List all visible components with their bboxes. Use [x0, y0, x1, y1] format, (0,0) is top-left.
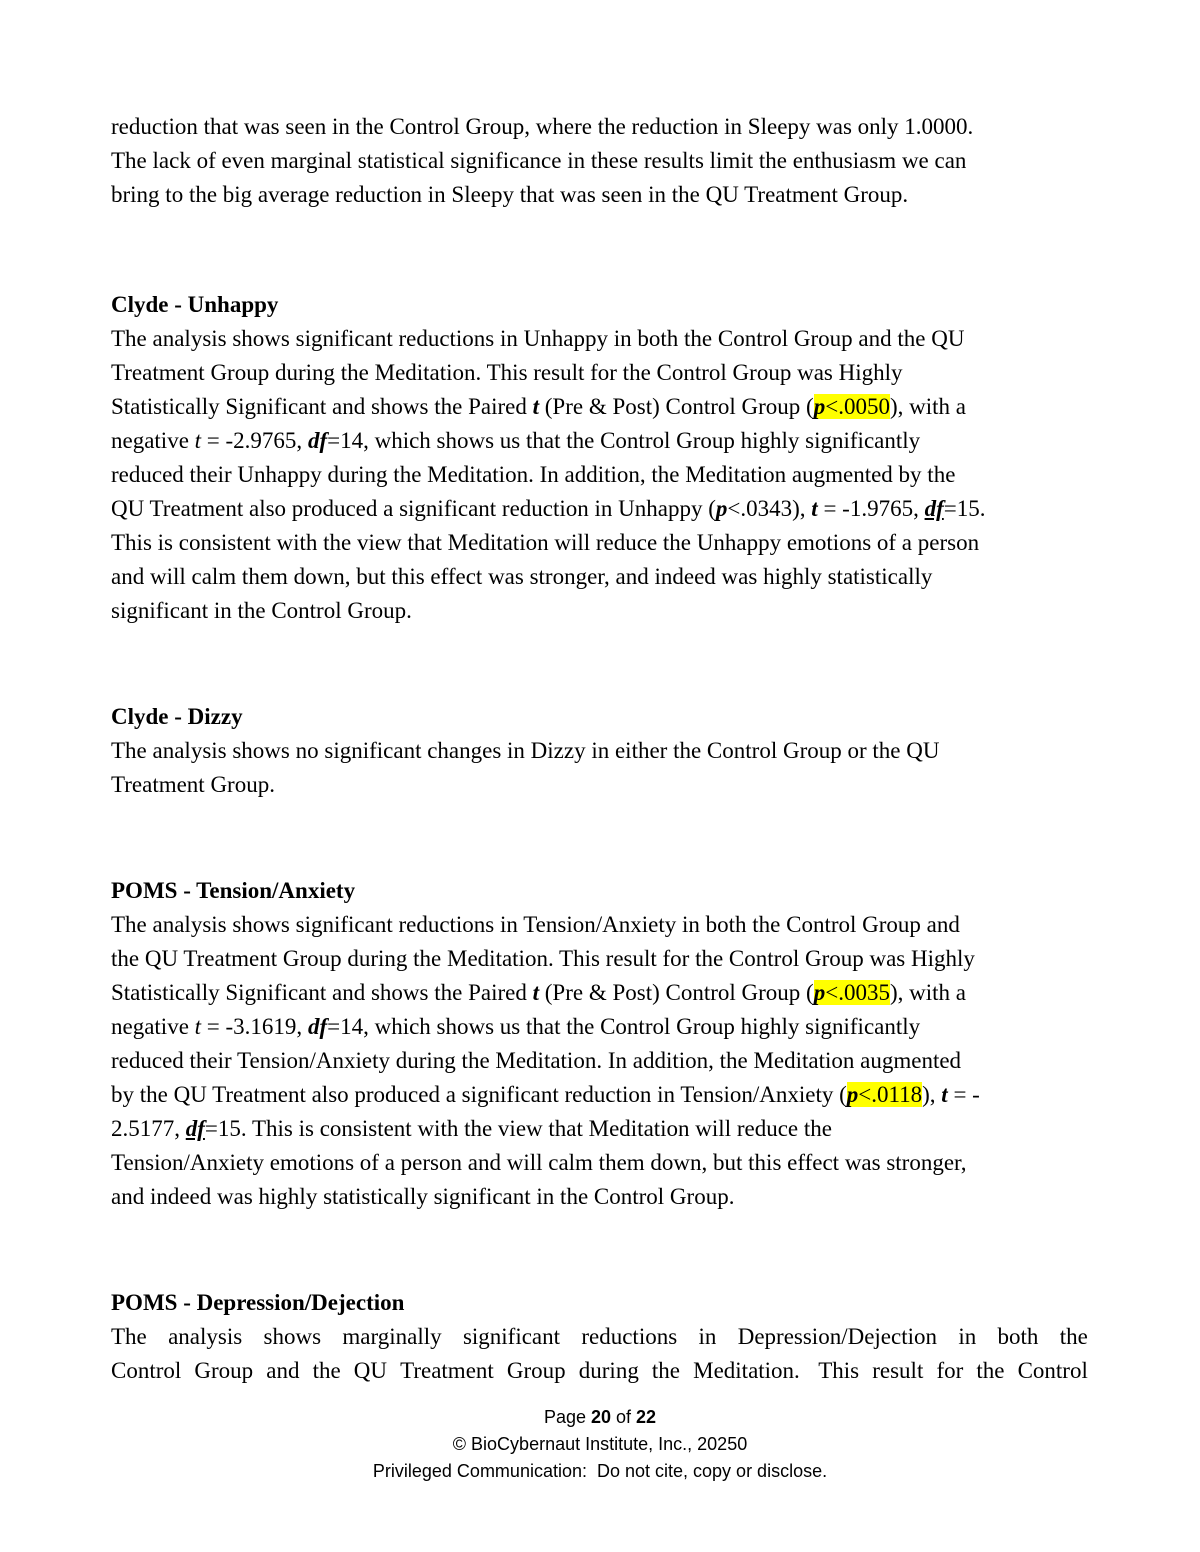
section-tension-anxiety — [111, 874, 1101, 1214]
word: both — [997, 1324, 1039, 1349]
paragraph-line — [111, 1354, 1088, 1388]
p-symbol: p — [813, 394, 826, 419]
paragraph-line: The analysis shows significant reductions in Tension/Anxiety in both the Control Group and — [111, 912, 960, 937]
df-symbol: df — [185, 1116, 205, 1141]
word: This — [812, 1358, 860, 1383]
privileged-notice: Privileged Communication: Do not cite, copy or disclose. — [372, 1461, 828, 1481]
df-symbol: df — [307, 1014, 328, 1039]
text-run: =14, which shows us that the Control Group highly significantly — [327, 428, 921, 453]
text-run: =14, which shows us that the Control Group highly significantly — [327, 1014, 921, 1039]
p-symbol: p — [813, 980, 826, 1005]
p-symbol: p — [715, 496, 728, 521]
word: the — [312, 1358, 341, 1383]
text-run: ), — [922, 1082, 942, 1107]
section-dizzy — [111, 700, 1101, 802]
text-run: = -1.9765, — [817, 496, 925, 521]
text-run: =15. This is consistent with the view that Meditation will reduce the — [204, 1116, 832, 1141]
paragraph-line — [111, 1320, 1088, 1354]
word: in — [698, 1324, 717, 1349]
page-footer — [0, 1404, 1200, 1485]
word: the — [1059, 1324, 1088, 1349]
word: Control — [1017, 1358, 1088, 1383]
text-run: 2.5177, — [111, 1116, 186, 1141]
word: Group — [506, 1358, 566, 1383]
text-run: negative — [111, 1014, 195, 1039]
paragraph-line: The analysis shows no significant changes in Dizzy in either the Control Group or the QU — [111, 738, 940, 763]
t-symbol: t — [941, 1082, 948, 1107]
paragraph-line: Treatment Group during the Meditation. This result for the Control Group was Highly — [111, 360, 903, 385]
word: result — [872, 1358, 924, 1383]
t-symbol: t — [532, 394, 539, 419]
text-run: Statistically Significant and shows the Paired — [111, 980, 533, 1005]
section-heading: POMS - Tension/Anxiety — [111, 878, 356, 903]
word: the — [976, 1358, 1005, 1383]
section-heading: POMS - Depression/Dejection — [111, 1290, 405, 1315]
paragraph-line: reduction that was seen in the Control Group, where the reduction in Sleepy was only 1.0000. — [111, 114, 974, 139]
paragraph-line — [111, 492, 1101, 526]
word: QU — [353, 1358, 387, 1383]
text-run: Statistically Significant and shows the Paired — [111, 394, 533, 419]
text-run: negative — [111, 428, 195, 453]
paragraph-line: and indeed was highly statistically significant in the Control Group. — [111, 1184, 735, 1209]
word: Control — [111, 1358, 182, 1383]
word: marginally — [342, 1324, 442, 1349]
word: reductions — [581, 1324, 678, 1349]
paragraph-line: and will calm them down, but this effect was stronger, and indeed was highly statistically — [111, 564, 933, 589]
paragraph-line: the QU Treatment Group during the Meditation. This result for the Control Group was Highly — [111, 946, 975, 971]
word: Meditation. — [693, 1358, 800, 1383]
p-value: <.0035 — [825, 980, 890, 1005]
paragraph-line — [111, 424, 1101, 458]
paragraph-line — [111, 1010, 1101, 1044]
text-run: (Pre & Post) Control Group ( — [539, 394, 814, 419]
paragraph-line: Treatment Group. — [111, 772, 275, 797]
text-run: by the QU Treatment also produced a significant reduction in Tension/Anxiety ( — [111, 1082, 847, 1107]
paragraph-line: The analysis shows significant reductions in Unhappy in both the Control Group and the QU — [111, 326, 965, 351]
word: shows — [263, 1324, 322, 1349]
paragraph-line — [111, 1112, 1101, 1146]
text-run: (Pre & Post) Control Group ( — [539, 980, 814, 1005]
word: Depression/Dejection — [737, 1324, 937, 1349]
paragraph-line: bring to the big average reduction in Sleepy that was seen in the QU Treatment Group. — [111, 182, 909, 207]
word: The — [111, 1324, 147, 1349]
text-run: = -3.1619, — [201, 1014, 308, 1039]
highlighted-p-value — [814, 394, 890, 419]
highlighted-p-value — [814, 980, 890, 1005]
paragraph-line — [111, 976, 1101, 1010]
t-symbol: t — [194, 428, 202, 453]
df-symbol: df — [924, 496, 944, 521]
text-run: ), with a — [889, 394, 966, 419]
p-value: <.0050 — [825, 394, 890, 419]
text-run: ), with a — [889, 980, 966, 1005]
word: significant — [462, 1324, 561, 1349]
word: analysis — [168, 1324, 243, 1349]
p-symbol: p — [846, 1082, 859, 1107]
text-run: QU Treatment also produced a significant reduction in Unhappy ( — [111, 496, 716, 521]
paragraph-line: reduced their Unhappy during the Meditation. In addition, the Meditation augmented by the — [111, 462, 956, 487]
paragraph-line — [111, 1078, 1101, 1112]
word: the — [651, 1358, 681, 1383]
page-label: Page — [543, 1407, 591, 1427]
t-symbol: t — [811, 496, 818, 521]
copyright-line: © BioCybernaut Institute, Inc., 20250 — [452, 1434, 748, 1454]
of-label: of — [611, 1407, 637, 1427]
section-heading: Clyde - Unhappy — [111, 292, 279, 317]
paragraph-line: significant in the Control Group. — [111, 598, 412, 623]
text-run: =15. — [943, 496, 986, 521]
paragraph-line: Tension/Anxiety emotions of a person and will calm them down, but this effect was stronger, — [111, 1150, 967, 1175]
p-value: <.0118 — [858, 1082, 923, 1107]
paragraph-line: The lack of even marginal statistical significance in these results limit the enthusiasm we can — [111, 148, 967, 173]
text-run: = - — [947, 1082, 980, 1107]
word: in — [958, 1324, 977, 1349]
page-number: 20 — [590, 1407, 612, 1427]
t-symbol: t — [194, 1014, 202, 1039]
page-number-line — [0, 1404, 1200, 1431]
highlighted-p-value — [847, 1082, 922, 1107]
section-depression-dejection — [111, 1286, 1088, 1388]
section-unhappy — [111, 288, 1101, 628]
text-run: = -2.9765, — [201, 428, 308, 453]
t-symbol: t — [532, 980, 539, 1005]
paragraph-line: reduced their Tension/Anxiety during the Meditation. In addition, the Meditation augmented — [111, 1048, 962, 1073]
word: Group — [194, 1358, 254, 1383]
text-run: <.0343), — [727, 496, 812, 521]
section-heading: Clyde - Dizzy — [111, 704, 243, 729]
word: Treatment — [400, 1358, 494, 1383]
df-symbol: df — [307, 428, 328, 453]
paragraph-line: This is consistent with the view that Meditation will reduce the Unhappy emotions of a person — [111, 530, 980, 555]
word: and — [266, 1358, 300, 1383]
word: for — [936, 1358, 964, 1383]
page-total: 22 — [636, 1407, 657, 1427]
word: during — [578, 1358, 639, 1383]
paragraph-line — [111, 390, 1101, 424]
intro-paragraph — [111, 110, 1101, 212]
